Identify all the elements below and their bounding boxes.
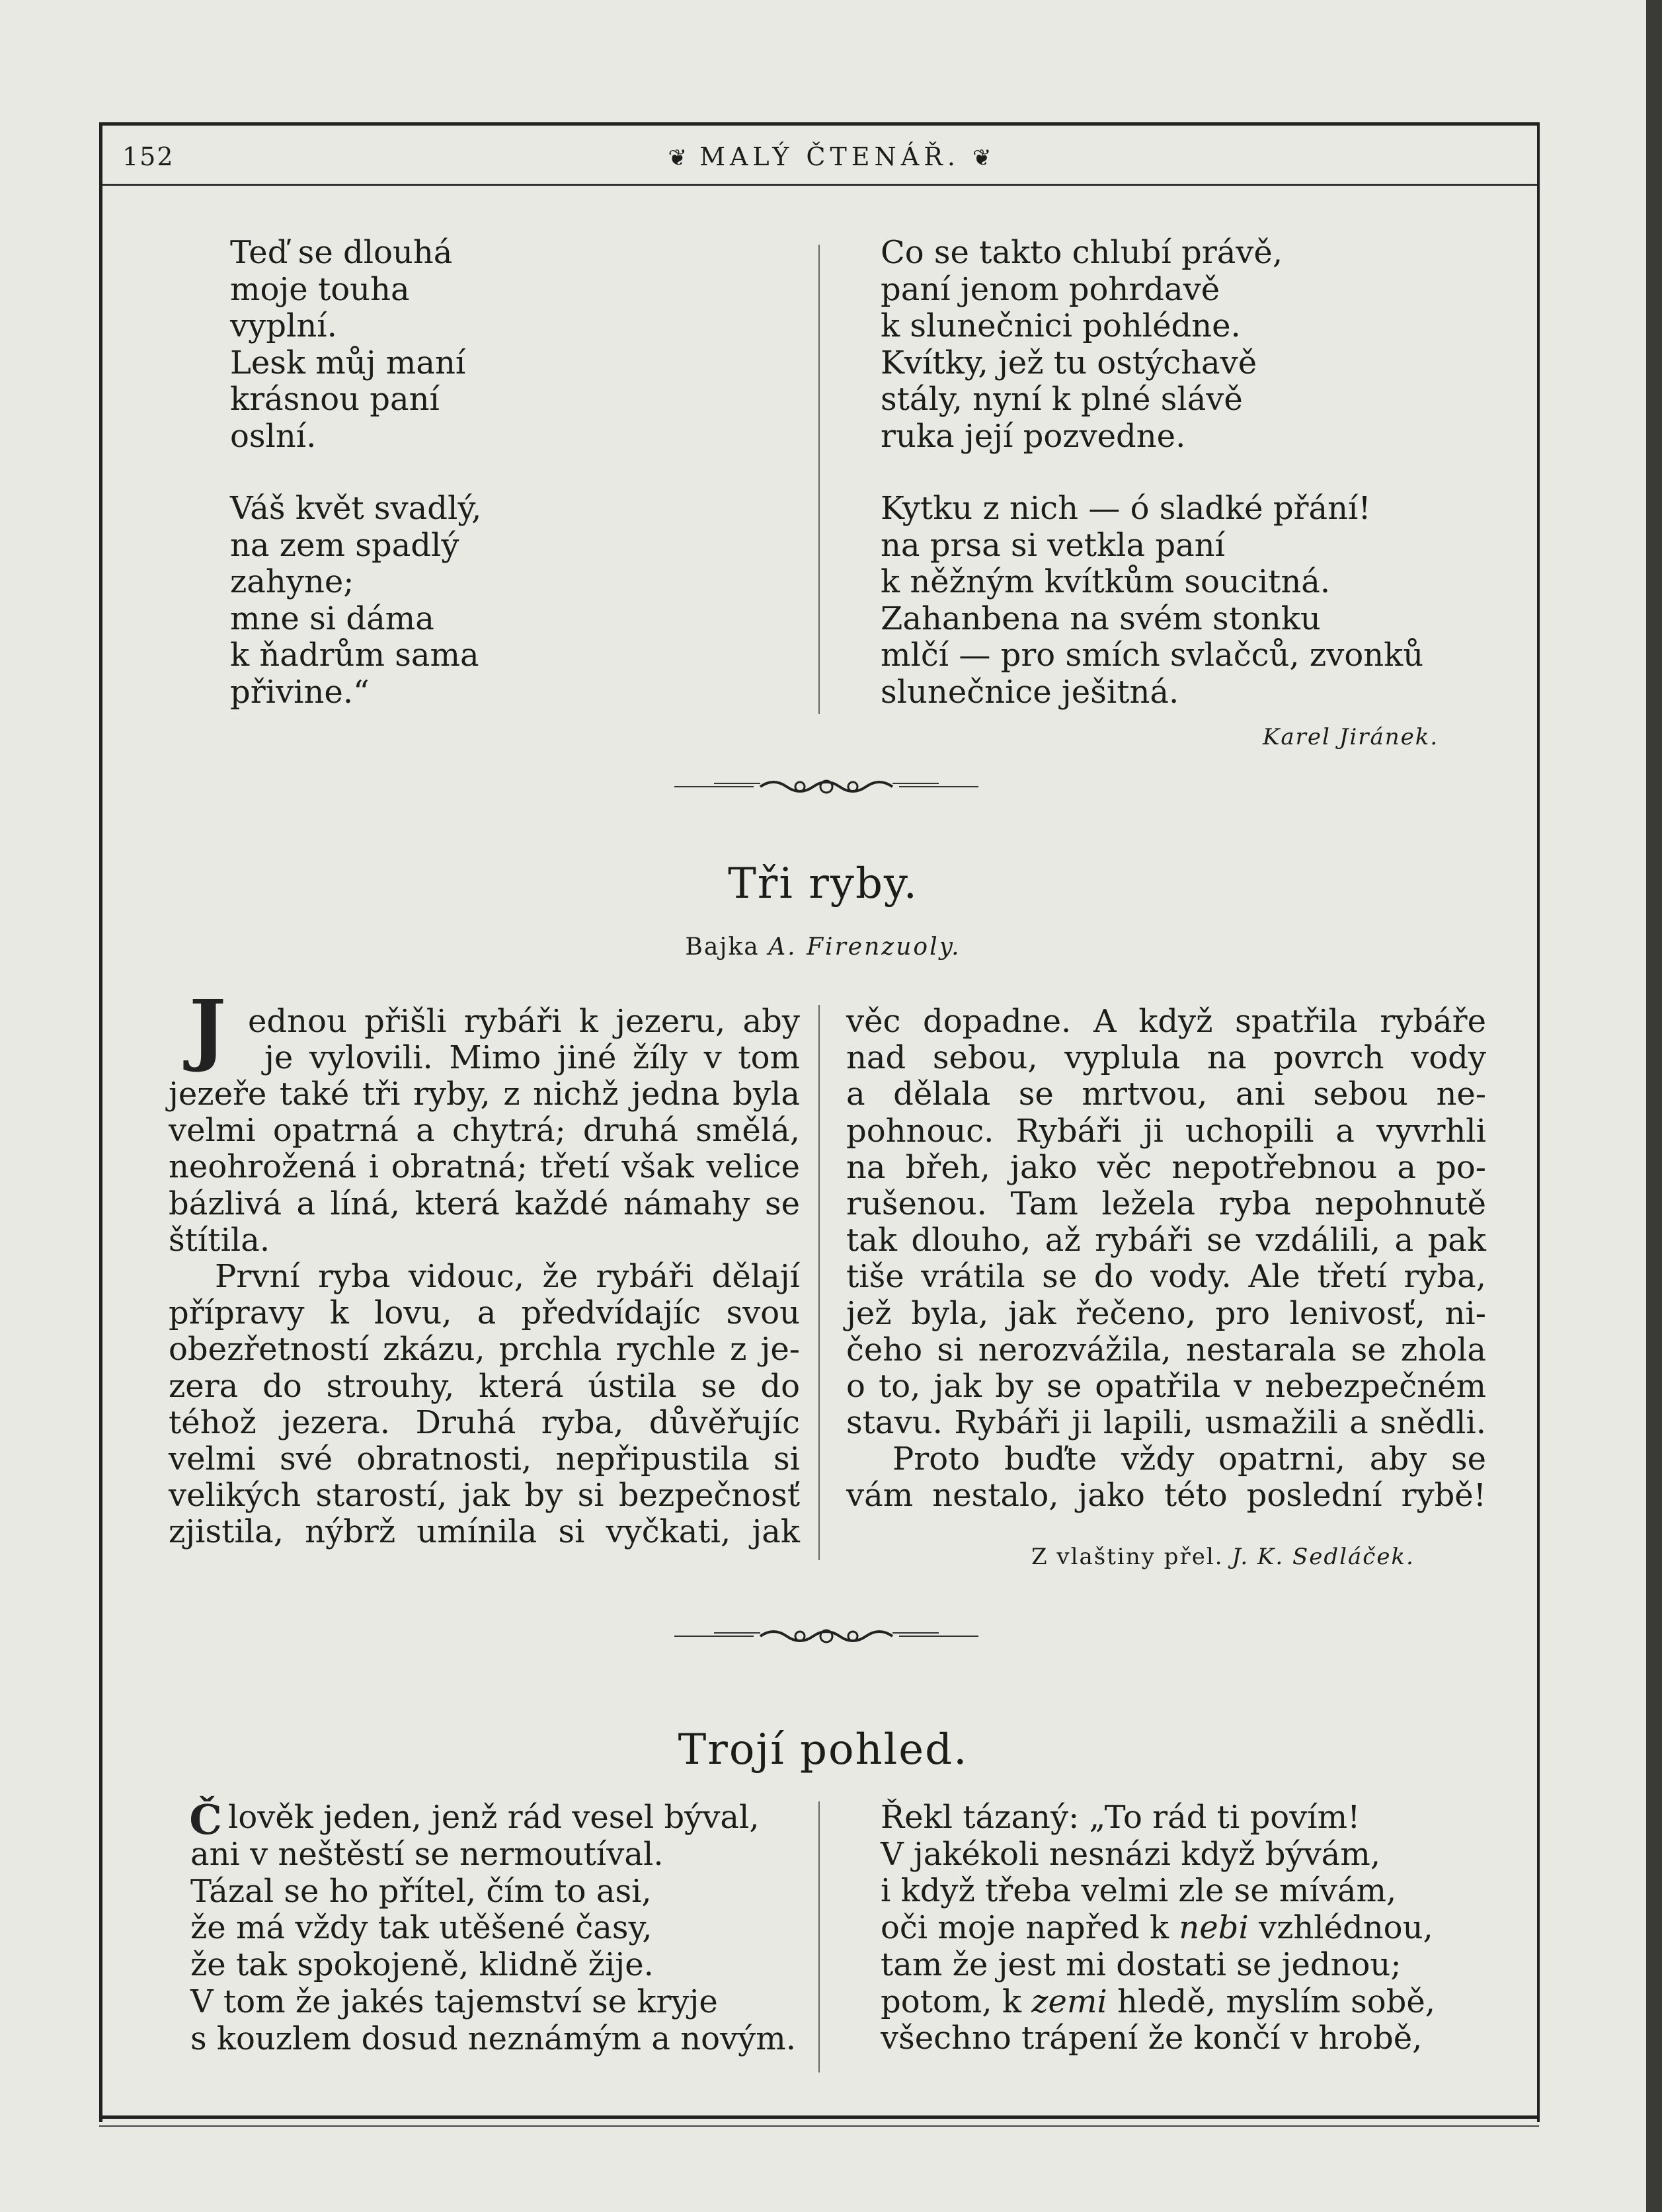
story-drop-cap: J [189, 982, 226, 1074]
text-line: čeho si nerozvážila, nestarala se zhola [846, 1331, 1486, 1368]
poem2-left-first-line [228, 1799, 760, 1837]
story-left-first-lines [248, 1004, 800, 1076]
translator-prefix: Z vlaštiny přel. [1031, 1544, 1224, 1570]
verse-line: Co se takto chlubí právě, [881, 234, 1283, 271]
verse-line: na prsa si vetkla paní [881, 526, 1225, 564]
column-rule [818, 1801, 820, 2073]
text-line: téhož jezera. Druhá ryba, důvěřujíc [169, 1403, 800, 1441]
verse-line: na zem spadlý [230, 526, 459, 564]
verse-line: k ňadrům sama [230, 637, 479, 674]
translator-name: J. K. Sedláček. [1232, 1544, 1415, 1570]
verse-line: Kytku z nich — ó sladké přání! [881, 490, 1371, 527]
text-line: bázlivá a líná, která každé námahy se [169, 1185, 800, 1222]
verse-line: Zahanbena na svém stonku [881, 600, 1321, 637]
story-right-column [846, 1004, 1486, 1515]
verse-line: stály, nyní k plné slávě [881, 381, 1243, 418]
verse-line: zahyne; [230, 563, 354, 600]
text-line: tiše vrátila se do vody. Ale třetí ryba, [846, 1258, 1486, 1296]
verse-line: přivine.“ [230, 673, 370, 711]
verse-line: lověk jeden, jenž rád vesel býval, [228, 1799, 760, 1836]
verse-line: Řekl tázaný: „To rád ti povím! [881, 1799, 1361, 1836]
text-line: pohnouc. Rybáři ji uchopili a vyvrhli [846, 1112, 1486, 1150]
text-line: velmi své obratnosti, nepřipustila si [169, 1440, 800, 1478]
verse-line: ruka její pozvedne. [881, 417, 1186, 455]
verse-emphasis: zemi [1031, 1983, 1107, 2020]
text-line: jež byla, jak řečeno, pro lenivosť, ni- [846, 1294, 1486, 1332]
text-line: jezeře také tři ryby, z nichž jedna byla [169, 1076, 800, 1113]
verse-line: mne si dáma [230, 600, 434, 637]
poem2-left-column [190, 1837, 796, 2057]
subtitle-author: A. Firenzuoly. [768, 933, 961, 961]
verse-line: slunečnice ješitná. [881, 673, 1179, 711]
text-line: je vylovili. Mimo jiné žíly v tom [264, 1039, 800, 1077]
verse-segment: vzhlédnou, [1248, 1909, 1433, 1947]
verse-line: krásnou paní [230, 381, 440, 418]
ornament-right-icon: ❦ [972, 145, 992, 171]
verse-line: mlčí — pro smích svlačců, zvonků [881, 637, 1424, 674]
verse-line: moje touha [230, 270, 410, 308]
verse-line: k slunečnici pohlédne. [881, 307, 1241, 344]
verse-line: Tázal se ho přítel, čím to asi, [190, 1872, 652, 1910]
verse-line: že má vždy tak utěšené časy, [190, 1909, 653, 1947]
verse-line: V tom že jakés tajemství se kryje [190, 1983, 718, 2020]
text-line: přípravy k lovu, a předvídajíc svou [169, 1294, 800, 1332]
poem1-right-column [881, 235, 1423, 711]
ornament-divider-icon [674, 773, 978, 800]
text-line: tak dlouho, až rybáři se vzdálili, a pak [846, 1222, 1486, 1259]
text-line: neohrožená i obratná; třetí však velice [169, 1148, 800, 1186]
text-line: velmi opatrná a chytrá; druhá smělá, [169, 1112, 800, 1150]
verse-line: V jakékoli nesnázi když bývám, [881, 1835, 1381, 1873]
header-rule [102, 184, 1537, 186]
verse-line [881, 1910, 1435, 1947]
verse-line: i když třeba velmi zle se mívám, [881, 1872, 1397, 1910]
story-title: Tři ryby. [728, 859, 918, 908]
text-line: velikých starostí, jak by si bezpečnosť [169, 1477, 800, 1515]
text-line: První ryba vidouc, že rybáři dělají [215, 1257, 800, 1295]
verse-line: ani v neštěstí se nermoutíval. [190, 1836, 664, 1873]
column-rule [818, 1005, 820, 1560]
text-line: štítila. [169, 1221, 270, 1259]
bottom-rule [99, 2115, 1539, 2119]
text-line: věc dopadne. A když spatřila rybáře [846, 1003, 1486, 1040]
verse-line: s kouzlem dosud neznámým a novým. [190, 2020, 797, 2057]
journal-title-text: MALÝ ČTENÁŘ. [699, 142, 960, 171]
poem2-right-column [881, 1799, 1435, 2057]
ornament-divider-icon [674, 1623, 978, 1649]
subtitle-prefix: Bajka [685, 933, 760, 961]
verse-segment: potom, k [881, 1983, 1032, 2020]
ornament-left-icon: ❦ [668, 145, 687, 171]
text-line: rušenou. Tam ležela ryba nepohnutě [846, 1185, 1486, 1222]
bottom-rule-thin [99, 2125, 1539, 2127]
text-line: o to, jak by se opatřila v nebezpečném [846, 1367, 1486, 1405]
running-header [122, 139, 1537, 178]
text-line: zjistila, nýbrž umínila si vyčkati, jak [169, 1513, 800, 1551]
text-line: stavu. Rybáři ji lapili, usmažili a snědli. [846, 1404, 1486, 1442]
text-line: a dělala se mrtvou, ani sebou ne- [846, 1076, 1486, 1113]
story-left-column [169, 1076, 800, 1550]
text-line: nad sebou, vyplula na povrch vody [846, 1039, 1486, 1077]
verse-segment: oči moje napřed k [881, 1909, 1179, 1947]
verse-line: oslní. [230, 417, 317, 455]
text-line: na břeh, jako věc nepotřebnou a po- [846, 1148, 1486, 1186]
journal-title [122, 142, 1537, 171]
column-rule [818, 245, 820, 714]
verse-line: že tak spokojeně, klidně žije. [190, 1946, 654, 1984]
verse-line: vyplní. [230, 307, 337, 344]
verse-line: Váš květ svadlý, [230, 490, 482, 527]
text-line: obezřetností zkázu, prchla rychle z je- [169, 1331, 800, 1368]
verse-line [881, 1984, 1435, 2021]
verse-segment: hledě, myslím sobě, [1107, 1983, 1435, 2020]
story-translator [1031, 1544, 1415, 1570]
poem2-drop-cap: Č [189, 1796, 222, 1844]
text-line: zera do strouhy, která ústila se do [169, 1367, 800, 1405]
text-line: ednou přišli rybáři k jezeru, aby [248, 1003, 800, 1040]
text-line: vám nestalo, jako této poslední rybě! [846, 1477, 1486, 1515]
verse-emphasis: nebi [1179, 1909, 1249, 1947]
story-subtitle [0, 933, 1646, 961]
page-number: 152 [122, 142, 175, 171]
poem1-signature: Karel Jiránek. [1263, 724, 1439, 750]
poem2-title: Trojí pohled. [678, 1725, 969, 1774]
verse-line: všechno trápení že končí v hrobě, [881, 2020, 1423, 2057]
poem1-left-column [230, 235, 481, 711]
verse-line: Lesk můj maní [230, 344, 466, 381]
text-line: Proto buďte vždy opatrni, aby se [892, 1441, 1486, 1478]
verse-line: Kvítky, jež tu ostýchavě [881, 344, 1257, 381]
verse-line: paní jenom pohrdavě [881, 270, 1220, 308]
verse-line: Teď se dlouhá [230, 234, 453, 271]
verse-line: k něžným kvítkům soucitná. [881, 563, 1331, 600]
verse-line: tam že jest mi dostati se jednou; [881, 1946, 1402, 1983]
